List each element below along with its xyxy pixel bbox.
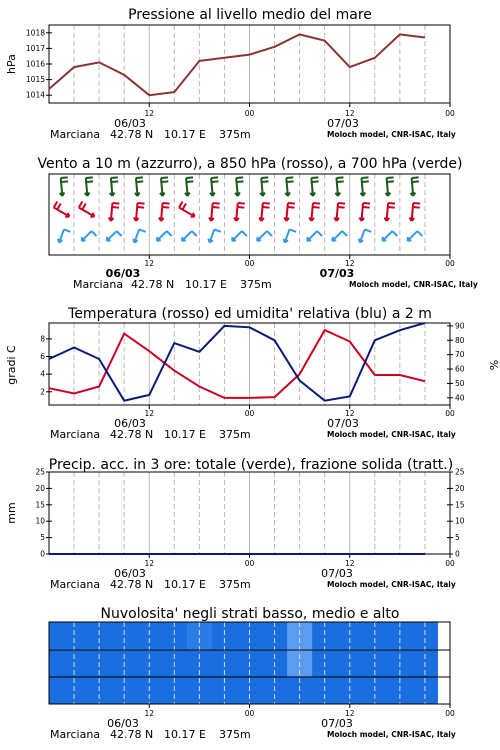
footer-model: Moloch model, CNR-ISAC, Italy — [327, 580, 456, 589]
cloud-cell — [49, 677, 62, 704]
precip-panel — [5, 457, 465, 591]
y-tick-label: 15 — [35, 500, 45, 510]
y-tick-label: 15 — [455, 500, 465, 510]
precip-footer — [50, 578, 456, 591]
wind-title: Vento a 10 m (azzurro), a 850 hPa (rosso), a 700 hPa (verde) — [37, 156, 463, 172]
wind-barb-850hpa — [159, 203, 170, 221]
footer-alt: 375m — [219, 728, 251, 741]
y-tick-label: 25 — [35, 467, 45, 477]
wind-barb-700hpa — [260, 177, 268, 196]
wind-barb-10m — [307, 231, 322, 241]
footer-lon: 10.17 E — [164, 578, 206, 591]
wind-barb-700hpa — [185, 177, 193, 196]
temperature-title: Temperatura (rosso) ed umidita' relativa (blu) a 2 m — [68, 306, 432, 322]
y-tick-label: 0 — [455, 549, 460, 559]
wind-x-ticks — [144, 255, 455, 268]
wind-barb-700hpa — [360, 177, 368, 196]
footer-station: Marciana — [50, 428, 101, 441]
footer-station: Marciana — [50, 578, 101, 591]
wind-barb-700hpa — [160, 177, 168, 196]
wind-barb-850hpa — [234, 203, 245, 221]
footer-alt: 375m — [219, 128, 251, 141]
y-tick-label: 20 — [455, 483, 465, 493]
wind-barb-850hpa — [410, 203, 421, 221]
wind-barb-850hpa — [359, 203, 370, 221]
y-tick-label: 8 — [40, 334, 45, 344]
footer-lon: 10.17 E — [164, 428, 206, 441]
x-tick-label: 12 — [344, 259, 355, 268]
footer-lon: 10.17 E — [185, 278, 227, 291]
wind-barb-10m — [107, 231, 122, 241]
x-tick-label: 12 — [344, 409, 355, 418]
wind-barb-10m — [359, 229, 371, 242]
wind-panel — [37, 156, 477, 291]
footer-lat: 42.78 N — [110, 128, 154, 141]
footer-lat: 42.78 N — [110, 428, 154, 441]
cloud-date-2: 07/03 — [321, 717, 353, 730]
wind-barb-700hpa — [210, 177, 218, 196]
wind-barb-700hpa — [85, 177, 93, 196]
y-tick-label: 1017 — [25, 43, 45, 53]
x-tick-label: 00 — [244, 709, 255, 718]
precip-date-2: 07/03 — [321, 567, 353, 580]
footer-station: Marciana — [50, 128, 101, 141]
temperature-series-line — [49, 330, 425, 398]
x-tick-label: 00 — [445, 109, 455, 118]
x-tick-label: 00 — [445, 259, 455, 268]
pressure-y-ticks — [26, 28, 52, 99]
cloud-cell — [49, 622, 62, 649]
wind-barb-700hpa — [310, 177, 318, 196]
wind-barb-700hpa — [285, 177, 293, 196]
wind-barb-10m — [133, 229, 145, 242]
footer-lat: 42.78 N — [110, 728, 154, 741]
x-tick-label: 00 — [445, 559, 455, 568]
wind-barb-850hpa — [79, 201, 95, 216]
wind-barb-10m — [332, 231, 347, 241]
y-tick-label: 90 — [455, 321, 465, 331]
x-tick-label: 00 — [445, 409, 455, 418]
footer-station: Marciana — [50, 728, 101, 741]
pressure-date-1: 06/03 — [114, 117, 146, 130]
temperature-footer — [50, 428, 456, 441]
footer-alt: 375m — [219, 428, 251, 441]
footer-alt: 375m — [219, 578, 251, 591]
footer-station: Marciana — [73, 278, 124, 291]
y-tick-label: 1016 — [25, 59, 45, 69]
wind-barb-700hpa — [60, 177, 68, 196]
y-tick-label: 0 — [40, 549, 45, 559]
wind-barb-850hpa — [134, 203, 145, 221]
footer-model: Moloch model, CNR-ISAC, Italy — [349, 280, 478, 289]
wind-barb-850hpa — [334, 203, 345, 221]
pressure-ylabel: hPa — [5, 54, 18, 74]
temperature-panel — [5, 306, 500, 441]
x-tick-label: 00 — [244, 559, 255, 568]
y-tick-label: 50 — [455, 378, 465, 388]
wind-barb-10m — [284, 229, 296, 242]
wind-barb-10m — [407, 231, 422, 241]
temperature-date-1: 06/03 — [114, 417, 146, 430]
x-tick-label: 00 — [244, 259, 255, 268]
footer-model: Moloch model, CNR-ISAC, Italy — [327, 130, 456, 139]
y-tick-label: 4 — [40, 369, 45, 379]
cloud-x-ticks — [144, 704, 455, 718]
wind-barb-700hpa — [110, 177, 118, 196]
pressure-x-ticks — [144, 103, 455, 118]
x-tick-label: 12 — [144, 259, 155, 268]
wind-barb-10m — [82, 231, 97, 241]
footer-lon: 10.17 E — [164, 128, 206, 141]
wind-barb-850hpa — [54, 201, 70, 216]
wind-footer — [73, 278, 478, 291]
wind-barb-10m — [208, 229, 220, 242]
cloud-cell — [49, 649, 62, 676]
footer-alt: 375m — [240, 278, 272, 291]
pressure-series-line — [49, 34, 425, 95]
temperature-x-ticks — [144, 405, 455, 418]
wind-barb-850hpa — [284, 203, 295, 221]
wind-barb-700hpa — [235, 177, 243, 196]
footer-model: Moloch model, CNR-ISAC, Italy — [327, 430, 456, 439]
wind-barb-10m — [182, 231, 197, 241]
wind-date-2: 07/03 — [319, 267, 355, 280]
footer-lat: 42.78 N — [110, 578, 154, 591]
wind-barb-10m — [157, 231, 172, 241]
precip-date-1: 06/03 — [114, 567, 146, 580]
precip-ylabel: mm — [5, 502, 18, 524]
wind-date-1: 06/03 — [105, 267, 141, 280]
cloud-title: Nuvolosita' negli strati basso, medio e alto — [100, 606, 400, 622]
footer-model: Moloch model, CNR-ISAC, Italy — [327, 730, 456, 739]
y-tick-label: 80 — [455, 335, 465, 345]
y-tick-label: 70 — [455, 350, 465, 360]
x-tick-label: 12 — [144, 709, 155, 718]
cloud-panel — [49, 606, 456, 741]
humidity-series-line — [49, 323, 425, 401]
pressure-panel — [5, 7, 456, 141]
wind-barb-850hpa — [259, 203, 270, 221]
y-tick-label: 25 — [455, 467, 465, 477]
precip-title: Precip. acc. in 3 ore: totale (verde), frazione solida (tratt.) — [48, 457, 454, 473]
precip-grid — [74, 472, 425, 554]
cloud-footer — [50, 728, 456, 741]
precip-x-ticks — [144, 554, 455, 568]
wind-barb-700hpa — [335, 177, 343, 196]
wind-barb-10m — [257, 231, 272, 241]
y-tick-label: 5 — [40, 533, 45, 543]
y-tick-label: 10 — [455, 516, 465, 526]
cloud-date-1: 06/03 — [107, 717, 139, 730]
footer-lon: 10.17 E — [164, 728, 206, 741]
wind-barb-10m — [58, 229, 70, 242]
y-tick-label: 1015 — [25, 75, 45, 85]
wind-barb-700hpa — [135, 177, 143, 196]
y-tick-label: 5 — [455, 533, 460, 543]
x-tick-label: 12 — [144, 559, 155, 568]
temperature-y-ticks — [40, 334, 52, 396]
x-tick-label: 12 — [344, 109, 355, 118]
y-tick-label: 20 — [35, 483, 45, 493]
x-tick-label: 00 — [244, 409, 255, 418]
cloud-cells — [49, 622, 438, 704]
x-tick-label: 12 — [144, 109, 155, 118]
x-tick-label: 12 — [344, 709, 355, 718]
x-tick-label: 00 — [244, 109, 255, 118]
y-tick-label: 6 — [40, 352, 45, 362]
wind-barbs — [54, 177, 423, 242]
footer-lat: 42.78 N — [131, 278, 175, 291]
pressure-footer — [50, 128, 456, 141]
wind-barb-850hpa — [384, 203, 395, 221]
pressure-grid — [74, 25, 425, 103]
y-tick-label: 1014 — [25, 90, 45, 100]
wind-barb-700hpa — [411, 177, 419, 196]
x-tick-label: 12 — [144, 409, 155, 418]
temperature-date-2: 07/03 — [327, 417, 359, 430]
y-tick-label: 1018 — [25, 28, 45, 38]
wind-barb-850hpa — [309, 203, 320, 221]
wind-barb-700hpa — [386, 177, 394, 196]
x-tick-label: 00 — [445, 709, 455, 718]
temperature-ylabel: gradi C — [5, 345, 18, 385]
x-tick-label: 12 — [344, 559, 355, 568]
pressure-date-2: 07/03 — [327, 117, 359, 130]
y-tick-label: 60 — [455, 364, 465, 374]
y-tick-label: 40 — [455, 393, 465, 403]
wind-barb-850hpa — [109, 203, 120, 221]
humidity-ylabel: % — [487, 359, 500, 371]
y-tick-label: 2 — [40, 387, 45, 397]
pressure-title: Pressione al livello medio del mare — [128, 7, 372, 23]
wind-barb-850hpa — [179, 201, 195, 216]
wind-barb-10m — [382, 231, 397, 241]
wind-barb-10m — [232, 231, 247, 241]
precip-y-ticks — [35, 468, 52, 559]
wind-barb-850hpa — [209, 203, 220, 221]
y-tick-label: 10 — [35, 516, 45, 526]
wind-grid — [74, 174, 425, 255]
